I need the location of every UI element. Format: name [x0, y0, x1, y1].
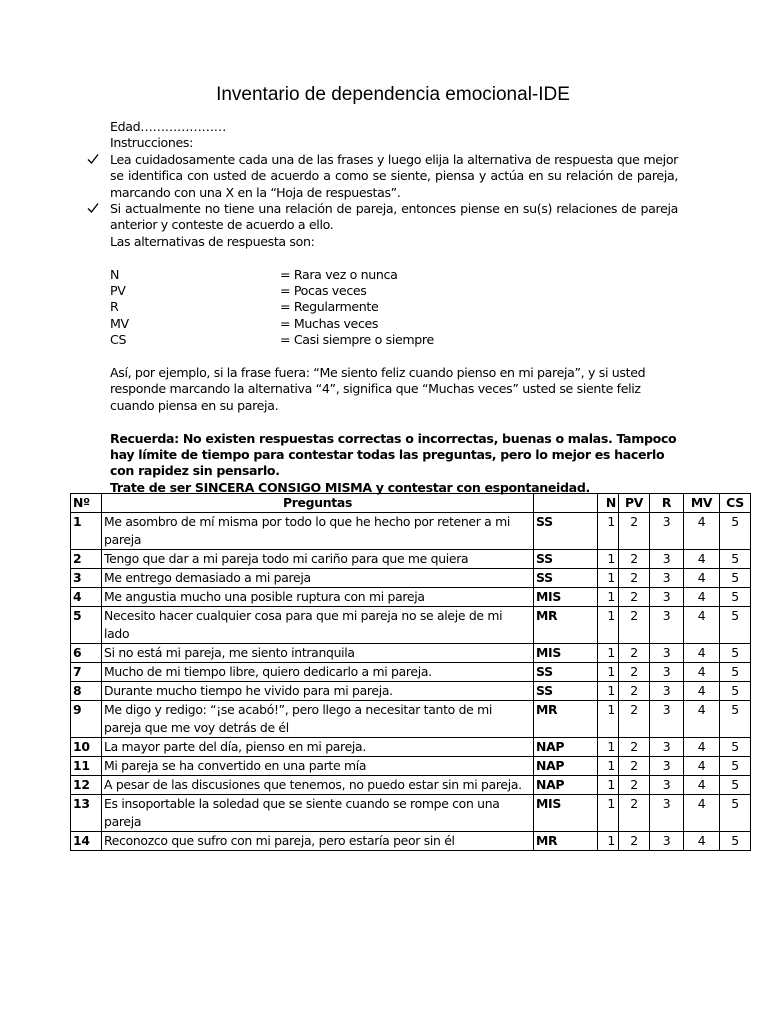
row-option-pv: 2: [619, 701, 650, 738]
row-number: 11: [71, 757, 102, 776]
row-number: 5: [71, 607, 102, 644]
header-preguntas: Preguntas: [102, 494, 534, 513]
row-category: NAP: [534, 738, 598, 757]
scale-row: [110, 332, 678, 348]
page-title: Inventario de dependencia emocional-IDE: [216, 84, 570, 105]
row-option-cs: 5: [720, 701, 751, 738]
scale-abbr: PV: [110, 283, 126, 299]
row-number: 2: [71, 550, 102, 569]
row-option-pv: 2: [619, 776, 650, 795]
row-option-cs: 5: [720, 513, 751, 550]
row-option-r: 3: [650, 776, 684, 795]
row-option-cs: 5: [720, 682, 751, 701]
row-number: 8: [71, 682, 102, 701]
table-header-row: [71, 494, 751, 513]
row-category: SS: [534, 569, 598, 588]
row-option-r: 3: [650, 513, 684, 550]
scale-row: [110, 283, 678, 299]
row-option-mv: 4: [684, 738, 720, 757]
header-cs: CS: [720, 494, 751, 513]
scale-row: [110, 267, 678, 283]
table-row: [71, 795, 751, 832]
row-option-r: 3: [650, 738, 684, 757]
row-category: NAP: [534, 757, 598, 776]
row-number: 7: [71, 663, 102, 682]
row-option-mv: 4: [684, 569, 720, 588]
table-row: [71, 550, 751, 569]
row-option-n: 1: [598, 701, 619, 738]
scale-abbr: MV: [110, 315, 129, 331]
row-option-pv: 2: [619, 738, 650, 757]
row-option-pv: 2: [619, 757, 650, 776]
row-option-r: 3: [650, 682, 684, 701]
scale-desc: = Casi siempre o siempre: [280, 332, 434, 348]
row-question: La mayor parte del día, pienso en mi pareja.: [102, 738, 534, 757]
row-question: Es insoportable la soledad que se siente cuando se rompe con una pareja: [102, 795, 534, 832]
row-option-n: 1: [598, 832, 619, 851]
recuerda-paragraph: [110, 431, 678, 480]
edad-line: Edad…………………: [110, 119, 226, 134]
row-category: SS: [534, 513, 598, 550]
scale-desc: = Muchas veces: [280, 315, 379, 331]
row-option-n: 1: [598, 795, 619, 832]
row-option-n: 1: [598, 550, 619, 569]
row-category: SS: [534, 682, 598, 701]
row-option-n: 1: [598, 757, 619, 776]
row-option-r: 3: [650, 757, 684, 776]
row-category: MR: [534, 701, 598, 738]
row-option-mv: 4: [684, 550, 720, 569]
row-option-r: 3: [650, 795, 684, 832]
row-category: MIS: [534, 644, 598, 663]
row-option-r: 3: [650, 832, 684, 851]
row-number: 12: [71, 776, 102, 795]
scale-desc: = Regularmente: [280, 299, 379, 315]
row-option-cs: 5: [720, 757, 751, 776]
scale-list: [110, 267, 678, 349]
row-question: Me angustia mucho una posible ruptura con mi pareja: [102, 588, 534, 607]
row-number: 6: [71, 644, 102, 663]
row-question: Me entrego demasiado a mi pareja: [102, 569, 534, 588]
checkmark-icon: [86, 201, 100, 215]
table-row: [71, 701, 751, 738]
row-option-mv: 4: [684, 513, 720, 550]
header-mv: MV: [684, 494, 720, 513]
row-option-pv: 2: [619, 569, 650, 588]
row-category: MIS: [534, 588, 598, 607]
bullet-item: [110, 152, 678, 201]
row-option-pv: 2: [619, 795, 650, 832]
row-option-cs: 5: [720, 795, 751, 832]
table-row: [71, 832, 751, 851]
example-paragraph: Así, por ejemplo, si la frase fuera: “Me siento feliz cuando pienso en mi pareja”, y si usted responde marcando la alternativa “4”, significa que “Muchas veces” usted se siente feliz cuando piensa en su pareja.: [110, 365, 646, 413]
row-number: 14: [71, 832, 102, 851]
row-option-cs: 5: [720, 663, 751, 682]
row-option-pv: 2: [619, 644, 650, 663]
row-number: 9: [71, 701, 102, 738]
row-category: MR: [534, 832, 598, 851]
row-option-mv: 4: [684, 776, 720, 795]
table-row: [71, 682, 751, 701]
row-option-cs: 5: [720, 607, 751, 644]
table-row: [71, 738, 751, 757]
row-option-n: 1: [598, 569, 619, 588]
row-option-mv: 4: [684, 644, 720, 663]
recuerda-label: Recuerda:: [110, 430, 179, 446]
row-option-n: 1: [598, 513, 619, 550]
row-number: 13: [71, 795, 102, 832]
table-row: [71, 588, 751, 607]
row-option-cs: 5: [720, 588, 751, 607]
row-option-r: 3: [650, 569, 684, 588]
instrucciones-label: Instrucciones:: [110, 135, 194, 151]
bullet-text: Lea cuidadosamente cada una de las frases y luego elija la alternativa de respuesta que mejor se identifica con usted de acuerdo a como se siente, piensa y actúa en su relación de pareja, marcando con una X en la “Hoja de respuestas”.: [110, 151, 678, 200]
table-row: [71, 644, 751, 663]
row-option-mv: 4: [684, 663, 720, 682]
scale-row: [110, 299, 678, 315]
table-row: [71, 757, 751, 776]
row-option-mv: 4: [684, 795, 720, 832]
row-option-r: 3: [650, 701, 684, 738]
row-question: Necesito hacer cualquier cosa para que mi pareja no se aleje de mi lado: [102, 607, 534, 644]
row-option-pv: 2: [619, 832, 650, 851]
row-option-n: 1: [598, 644, 619, 663]
row-number: 10: [71, 738, 102, 757]
row-question: Mi pareja se ha convertido en una parte mía: [102, 757, 534, 776]
row-option-r: 3: [650, 663, 684, 682]
row-number: 4: [71, 588, 102, 607]
row-option-n: 1: [598, 588, 619, 607]
row-option-r: 3: [650, 644, 684, 663]
row-option-pv: 2: [619, 682, 650, 701]
row-option-r: 3: [650, 588, 684, 607]
scale-abbr: R: [110, 299, 119, 315]
row-option-mv: 4: [684, 607, 720, 644]
header-num: Nº: [71, 494, 102, 513]
table-row: [71, 663, 751, 682]
scale-desc: = Rara vez o nunca: [280, 266, 398, 282]
table-row: [71, 776, 751, 795]
row-option-cs: 5: [720, 776, 751, 795]
row-option-mv: 4: [684, 682, 720, 701]
table-row: [71, 569, 751, 588]
row-option-cs: 5: [720, 738, 751, 757]
scale-abbr: CS: [110, 332, 127, 348]
table-row: [71, 513, 751, 550]
row-option-mv: 4: [684, 701, 720, 738]
row-option-mv: 4: [684, 588, 720, 607]
row-question: Durante mucho tiempo he vivido para mi pareja.: [102, 682, 534, 701]
row-option-n: 1: [598, 776, 619, 795]
row-question: Me digo y redigo: “¡se acabó!”, pero llego a necesitar tanto de mi pareja que me voy detrás de él: [102, 701, 534, 738]
row-option-pv: 2: [619, 607, 650, 644]
row-question: A pesar de las discusiones que tenemos, no puedo estar sin mi pareja.: [102, 776, 534, 795]
alternativas-label: Las alternativas de respuesta son:: [110, 233, 315, 249]
bullet-item: [110, 201, 678, 234]
bullet-text: Si actualmente no tiene una relación de pareja, entonces piense en su(s) relaciones de pareja anterior y conteste de acuerdo a ello.: [110, 201, 678, 233]
row-option-n: 1: [598, 607, 619, 644]
row-question: Mucho de mi tiempo libre, quiero dedicarlo a mi pareja.: [102, 663, 534, 682]
row-option-pv: 2: [619, 663, 650, 682]
row-option-cs: 5: [720, 569, 751, 588]
row-option-n: 1: [598, 663, 619, 682]
row-option-n: 1: [598, 682, 619, 701]
scale-abbr: N: [110, 266, 120, 282]
row-option-cs: 5: [720, 832, 751, 851]
row-number: 3: [71, 569, 102, 588]
header-n: N: [598, 494, 619, 513]
header-pv: PV: [619, 494, 650, 513]
row-question: Me asombro de mí misma por todo lo que he hecho por retener a mi pareja: [102, 513, 534, 550]
row-question: Reconozco que sufro con mi pareja, pero estaría peor sin él: [102, 832, 534, 851]
header-category: [534, 494, 598, 513]
questions-table: [70, 493, 751, 851]
row-option-n: 1: [598, 738, 619, 757]
row-category: SS: [534, 663, 598, 682]
trate-line: Trate de ser SINCERA CONSIGO MISMA y contestar con espontaneidad.: [110, 479, 590, 495]
recuerda-text: No existen respuestas correctas o incorrectas, buenas o malas. Tampoco hay límite de tiempo para contestar todas las preguntas, pero lo mejor es hacerlo con rapidez sin pensarlo.: [110, 430, 677, 479]
checkmark-icon: [86, 152, 100, 166]
row-question: Tengo que dar a mi pareja todo mi cariño para que me quiera: [102, 550, 534, 569]
header-r: R: [650, 494, 684, 513]
scale-row: [110, 316, 678, 332]
row-question: Si no está mi pareja, me siento intranquila: [102, 644, 534, 663]
row-option-r: 3: [650, 607, 684, 644]
row-category: SS: [534, 550, 598, 569]
row-option-mv: 4: [684, 832, 720, 851]
table-row: [71, 607, 751, 644]
row-category: MIS: [534, 795, 598, 832]
row-option-cs: 5: [720, 644, 751, 663]
instructions-block: [110, 119, 678, 496]
row-option-pv: 2: [619, 513, 650, 550]
row-option-pv: 2: [619, 550, 650, 569]
row-option-cs: 5: [720, 550, 751, 569]
row-option-pv: 2: [619, 588, 650, 607]
row-category: NAP: [534, 776, 598, 795]
row-number: 1: [71, 513, 102, 550]
row-category: MR: [534, 607, 598, 644]
row-option-mv: 4: [684, 757, 720, 776]
row-option-r: 3: [650, 550, 684, 569]
scale-desc: = Pocas veces: [280, 283, 367, 299]
